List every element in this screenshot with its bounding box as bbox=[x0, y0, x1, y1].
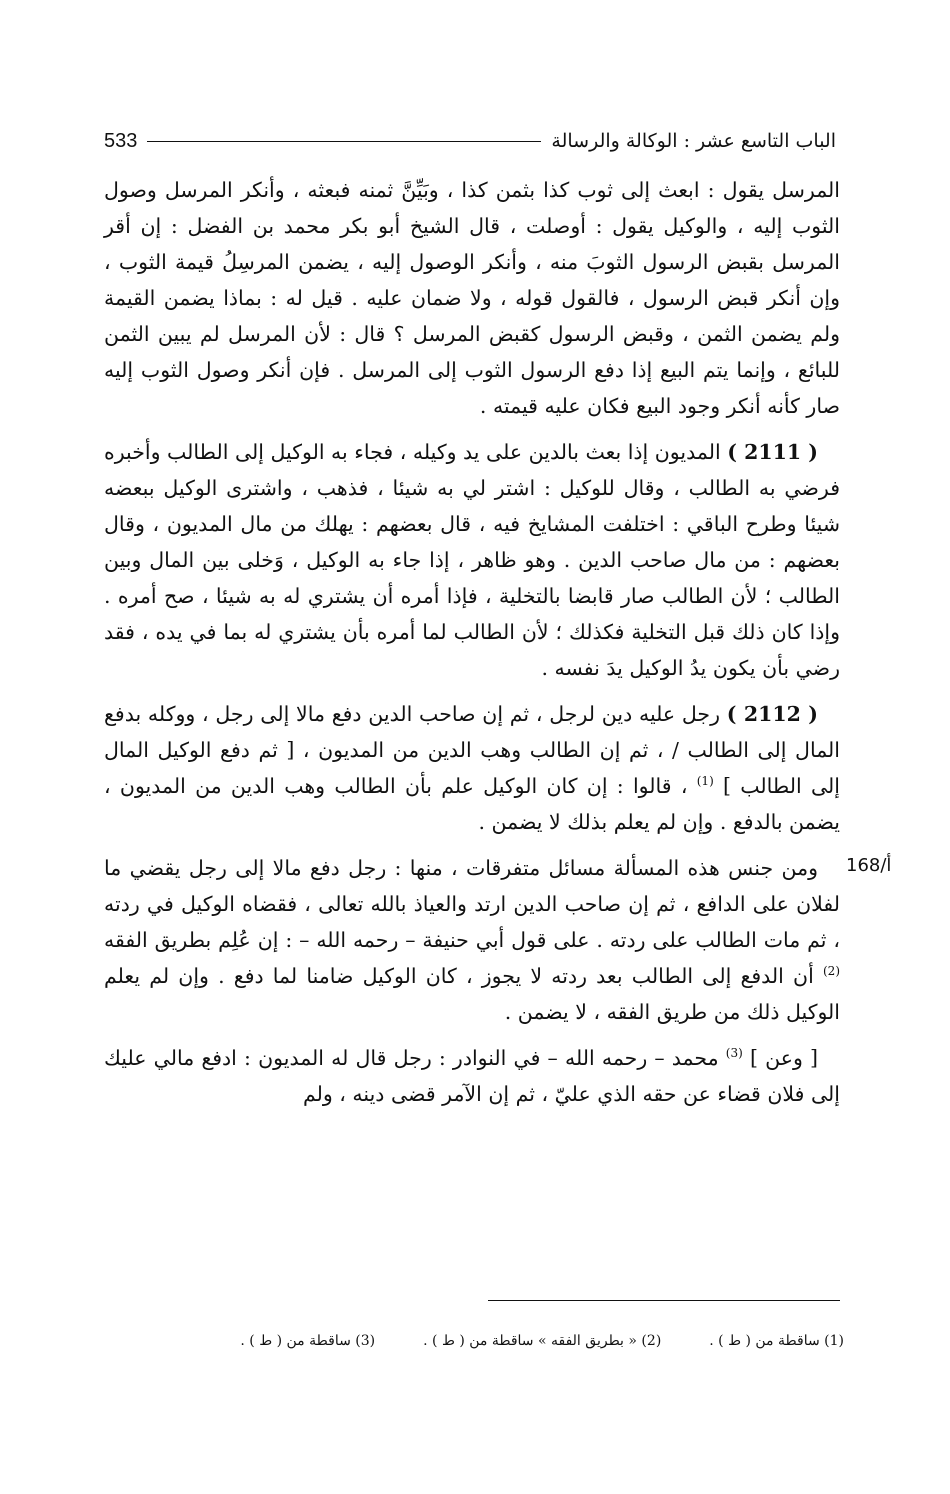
paragraph-text-continued: محمد – رحمه الله – في النوادر : رجل قال له المديون : ادفع مالي عليك إلى فلان قضاء عن حقه الذي عليّ ، ثم إن الآمر قضى دينه ، ولم bbox=[104, 1046, 840, 1106]
paragraph-text: رجل عليه دين لرجل ، ثم إن صاحب الدين دفع مالا إلى رجل ، ووكله بدفع المال إلى الطالب / ، ثم إن الطالب وهب الدين من المديون ، [ ثم دفع الوكيل المال إلى الطالب ] bbox=[104, 702, 840, 798]
header-rule bbox=[147, 141, 541, 142]
entry-number: ( 2111 ) bbox=[727, 440, 818, 464]
paragraph-text: [ وعن ] bbox=[749, 1046, 818, 1070]
footnote: (3) ساقطة من ( ط ) . bbox=[240, 1333, 376, 1349]
entry-number: ( 2112 ) bbox=[726, 702, 818, 726]
paragraph-entry-2111 bbox=[104, 434, 840, 686]
paragraph-entry-2112 bbox=[104, 696, 840, 840]
paragraph-text: ومن جنس هذه المسألة مسائل متفرقات ، منها : رجل دفع مالا إلى رجل يقضي ما لفلان على الدافع ، ثم إن صاحب الدين ارتد والعياذ بالله تعالى ، فقضاه الوكيل في ردته ، ثم مات الطالب على ردته . على قول أبي حنيفة – رحمه الله – : إن عُلِم بطريق الفقه bbox=[104, 856, 840, 952]
paragraph bbox=[104, 1040, 840, 1112]
page-number: 533 bbox=[104, 129, 138, 152]
body-text bbox=[104, 172, 840, 1122]
paragraph bbox=[104, 850, 840, 1030]
paragraph-text: المرسل يقول : ابعث إلى ثوب كذا بثمن كذا ، وبَيِّنَّ ثمنه فبعثه ، وأنكر المرسل وصول الثوب إليه ، والوكيل يقول : أوصلت ، قال الشيخ أبو بكر محمد بن الفضل : إن أقر المرسل بقبض الرسول الثوبَ منه ، وأنكر الوصول إليه ، يضمن المرسِلُ قيمة الثوب ، وإن أنكر قبض الرسول ، فالقول قوله ، ولا ضمان عليه . قيل له : بماذا يضمن القيمة ولم يضمن الثمن ، وقبض الرسول كقبض المرسل ؟ قال : لأن المرسل لم يبين الثمن للبائع ، وإنما يتم البيع إذا دفع الرسول الثوب إلى المرسل . فإن أنكر وصول الثوب إليه صار كأنه أنكر وجود البيع فكان عليه قيمته . bbox=[104, 178, 840, 418]
footnote-ref: (3) bbox=[725, 1046, 743, 1061]
running-header bbox=[104, 124, 836, 158]
footnotes bbox=[104, 1333, 844, 1349]
paragraph-text-continued: أن الدفع إلى الطالب بعد ردته لا يجوز ، كان الوكيل ضامنا لما دفع . وإن لم يعلم الوكيل ذلك من طريق الفقه ، لا يضمن . bbox=[104, 964, 840, 1024]
running-title: الباب التاسع عشر : الوكالة والرسالة bbox=[551, 130, 836, 152]
paragraph bbox=[104, 172, 840, 424]
footnote-ref: (2) bbox=[822, 964, 840, 979]
footnote: (2) « بطريق الفقه » ساقطة من ( ط ) . bbox=[423, 1333, 662, 1349]
paragraph-text: المديون إذا بعث بالدين على يد وكيله ، فجاء به الوكيل إلى الطالب وأخبره فرضي به الطالب ، وقال للوكيل : اشتر لي به شيئا ، فذهب ، واشترى الوكيل ببعضه شيئا وطرح الباقي : اختلفت المشايخ فيه ، قال بعضهم : يهلك من مال المديون ، وقال بعضهم : من مال صاحب الدين . وهو ظاهر ، إذا جاء به الوكيل ، وَخلى بين المال وبين الطالب ؛ لأن الطالب صار قابضا بالتخلية ، فإذا أمره أن يشتري له به شيئا ، صح أمره . وإذا كان ذلك قبل التخلية فكذلك ؛ لأن الطالب لما أمره بأن يشتري له بما في يده ، فقد رضي بأن يكون يدُ الوكيل يدَ نفسه . bbox=[104, 440, 840, 680]
paragraph-text-continued: ، قالوا : إن كان الوكيل علم بأن الطالب وهب الدين من المديون ، يضمن بالدفع . وإن لم يعلم بذلك لا يضمن . bbox=[104, 774, 840, 834]
manuscript-folio-note: 168/أ bbox=[846, 855, 892, 876]
footnote: (1) ساقطة من ( ط ) . bbox=[709, 1333, 844, 1349]
footnote-rule bbox=[488, 1300, 840, 1301]
footnote-ref: (1) bbox=[696, 774, 714, 789]
